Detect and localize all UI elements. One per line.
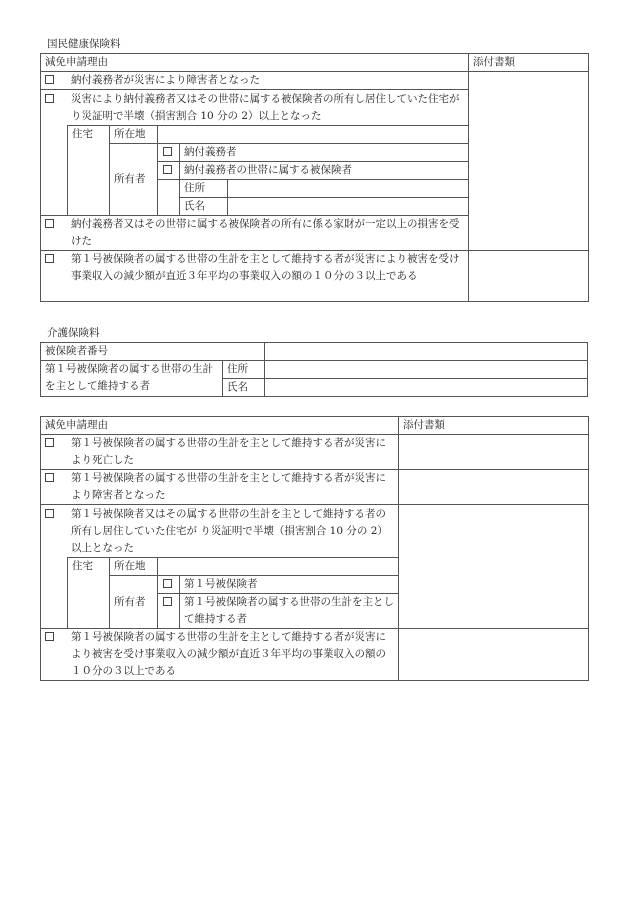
ltc-owner-opt1-checkbox[interactable] — [163, 579, 172, 588]
ltc-reason-4: 第１号被保険者の属する世帯の生計を主として維持する者が災害により被害を受け事業収入の減少額が直近３年平均の事業収入の額の１０分の３以上である — [41, 629, 399, 681]
ltc-docs-cell-3[interactable] — [399, 505, 589, 629]
nhi-title: 国民健康保険料 — [47, 38, 121, 50]
nhi-owner-opt1: 納付義務者 — [180, 144, 469, 162]
nhi-name-field[interactable] — [228, 198, 469, 216]
nhi-reason-2-checkbox[interactable] — [45, 94, 54, 103]
nhi-reason-4: 第１号被保険者の属する世帯の生計を主として維持する者が災害により被害を受け事業収入の減少額が直近３年平均の事業収入の額の１０分の３以上である — [41, 251, 469, 302]
ltc-name-field[interactable] — [265, 379, 588, 397]
nhi-header-reason: 減免申請理由 — [41, 54, 469, 72]
ltc-maintainer-label: 第１号被保険者の属する世帯の生計を主として維持する者 — [41, 361, 223, 397]
nhi-owner-opt1-checkbox[interactable] — [163, 147, 172, 156]
ltc-location-field[interactable] — [158, 558, 399, 576]
nhi-owner-opt2: 納付義務者の世帯に属する被保険者 — [180, 162, 469, 180]
nhi-house-table — [67, 125, 468, 215]
nhi-location-field[interactable] — [158, 126, 469, 144]
ltc-reason-2-checkbox[interactable] — [45, 473, 54, 482]
ltc-reason-2: 第１号被保険者の属する世帯の生計を主として維持する者が災害により障害者となった — [41, 470, 399, 505]
nhi-address-label: 住所 — [180, 180, 228, 198]
ltc-insured-no-label: 被保険者番号 — [41, 343, 265, 361]
ltc-insured-table — [40, 342, 588, 397]
ltc-docs-cell-2[interactable] — [399, 470, 589, 505]
ltc-header-reason: 減免申請理由 — [41, 417, 399, 435]
nhi-docs-cell-4[interactable] — [469, 251, 589, 302]
nhi-name-label: 氏名 — [180, 198, 228, 216]
nhi-reason-1: 納付義務者が災害により障害者となった — [41, 72, 469, 90]
ltc-reason-1: 第１号被保険者の属する世帯の生計を主として維持する者が災害により死亡した — [41, 435, 399, 470]
ltc-location-label: 所在地 — [110, 558, 158, 576]
ltc-docs-cell-1[interactable] — [399, 435, 589, 470]
nhi-reason-4-checkbox[interactable] — [45, 254, 54, 263]
nhi-house-label: 住宅 — [68, 126, 110, 216]
ltc-name-label: 氏名 — [223, 379, 265, 397]
nhi-header-docs: 添付書類 — [469, 54, 589, 72]
ltc-reason-1-checkbox[interactable] — [45, 438, 54, 447]
nhi-location-label: 所在地 — [110, 126, 158, 144]
nhi-reason-1-checkbox[interactable] — [45, 75, 54, 84]
ltc-docs-cell-4[interactable] — [399, 629, 589, 681]
ltc-house-table — [67, 557, 398, 628]
nhi-reason-2: 災害により納付義務者又はその世帯に属する被保険者の所有し居住していた住宅が り災証明で半壊（損害割合 10 分の 2）以上となった 住宅 所在地 所有者 納付義務者 納付義務者の世帯に属する被保険者 住所 氏名 — [41, 90, 469, 216]
ltc-owner-opt1: 第１号被保険者 — [180, 576, 399, 594]
ltc-reason-table — [40, 416, 589, 681]
ltc-insured-no-field[interactable] — [265, 343, 588, 361]
nhi-reason-3-checkbox[interactable] — [45, 219, 54, 228]
nhi-reason-3: 納付義務者又はその世帯に属する被保険者の所有に係る家財が一定以上の損害を受けた — [41, 216, 469, 251]
ltc-owner-label: 所有者 — [110, 576, 158, 629]
ltc-title: 介護保険料 — [47, 327, 100, 339]
ltc-reason-3: 第１号被保険者又はその属する世帯の生計を主として維持する者の所有し居住していた住宅が り災証明で半壊（損害割合 10 分の 2）以上となった 住宅 所在地 所有者 第１号被保険者 第１号被保険者の属する世帯の生計を主として維持する者 — [41, 505, 399, 629]
nhi-table — [40, 53, 589, 302]
nhi-owner-label: 所有者 — [110, 144, 158, 216]
nhi-address-field[interactable] — [228, 180, 469, 198]
ltc-reason-3-checkbox[interactable] — [45, 509, 54, 518]
ltc-address-field[interactable] — [265, 361, 588, 379]
ltc-house-label: 住宅 — [68, 558, 110, 629]
nhi-owner-opt2-checkbox[interactable] — [163, 165, 172, 174]
ltc-owner-opt2: 第１号被保険者の属する世帯の生計を主として維持する者 — [180, 594, 399, 629]
ltc-owner-opt2-checkbox[interactable] — [163, 597, 172, 606]
ltc-address-label: 住所 — [223, 361, 265, 379]
nhi-docs-cell[interactable] — [469, 72, 589, 251]
ltc-header-docs: 添付書類 — [399, 417, 589, 435]
ltc-reason-4-checkbox[interactable] — [45, 632, 54, 641]
